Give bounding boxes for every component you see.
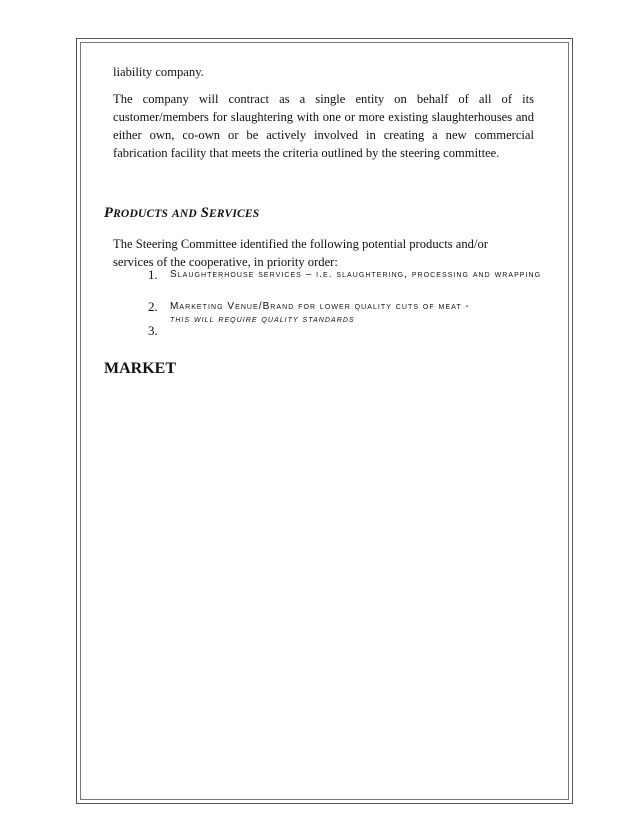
products-intro: The Steering Committee identified the following potential products and/or services of the cooperative, in priority order:: [113, 237, 488, 269]
paragraph-liability: liability company.: [113, 65, 204, 79]
list-number-2: 2.: [148, 299, 158, 314]
heading-products-and-services: PRODUCTS AND SERVICES: [104, 205, 260, 221]
list-item-marketing-venue-italic: this will require quality standards: [170, 314, 355, 325]
list-number-3: 3.: [148, 323, 158, 338]
paragraph-company-contract: The company will contract as a single entity on behalf of all of its customer/members for slaughtering with one or more existing slaughterhouses and either own, co-own or be actively involved in creating a new commercial fabrication facility that meets the criteria outlined by the steering committee.: [113, 92, 534, 160]
list-item-slaughterhouse-services: Slaughterhouse services – i.e. slaughtering, processing and wrapping: [170, 269, 542, 280]
list-number-1: 1.: [148, 267, 158, 282]
list-item-marketing-venue: Marketing Venue/Brand for lower quality cuts of meat -: [170, 301, 470, 312]
heading-market: MARKET: [104, 360, 176, 377]
